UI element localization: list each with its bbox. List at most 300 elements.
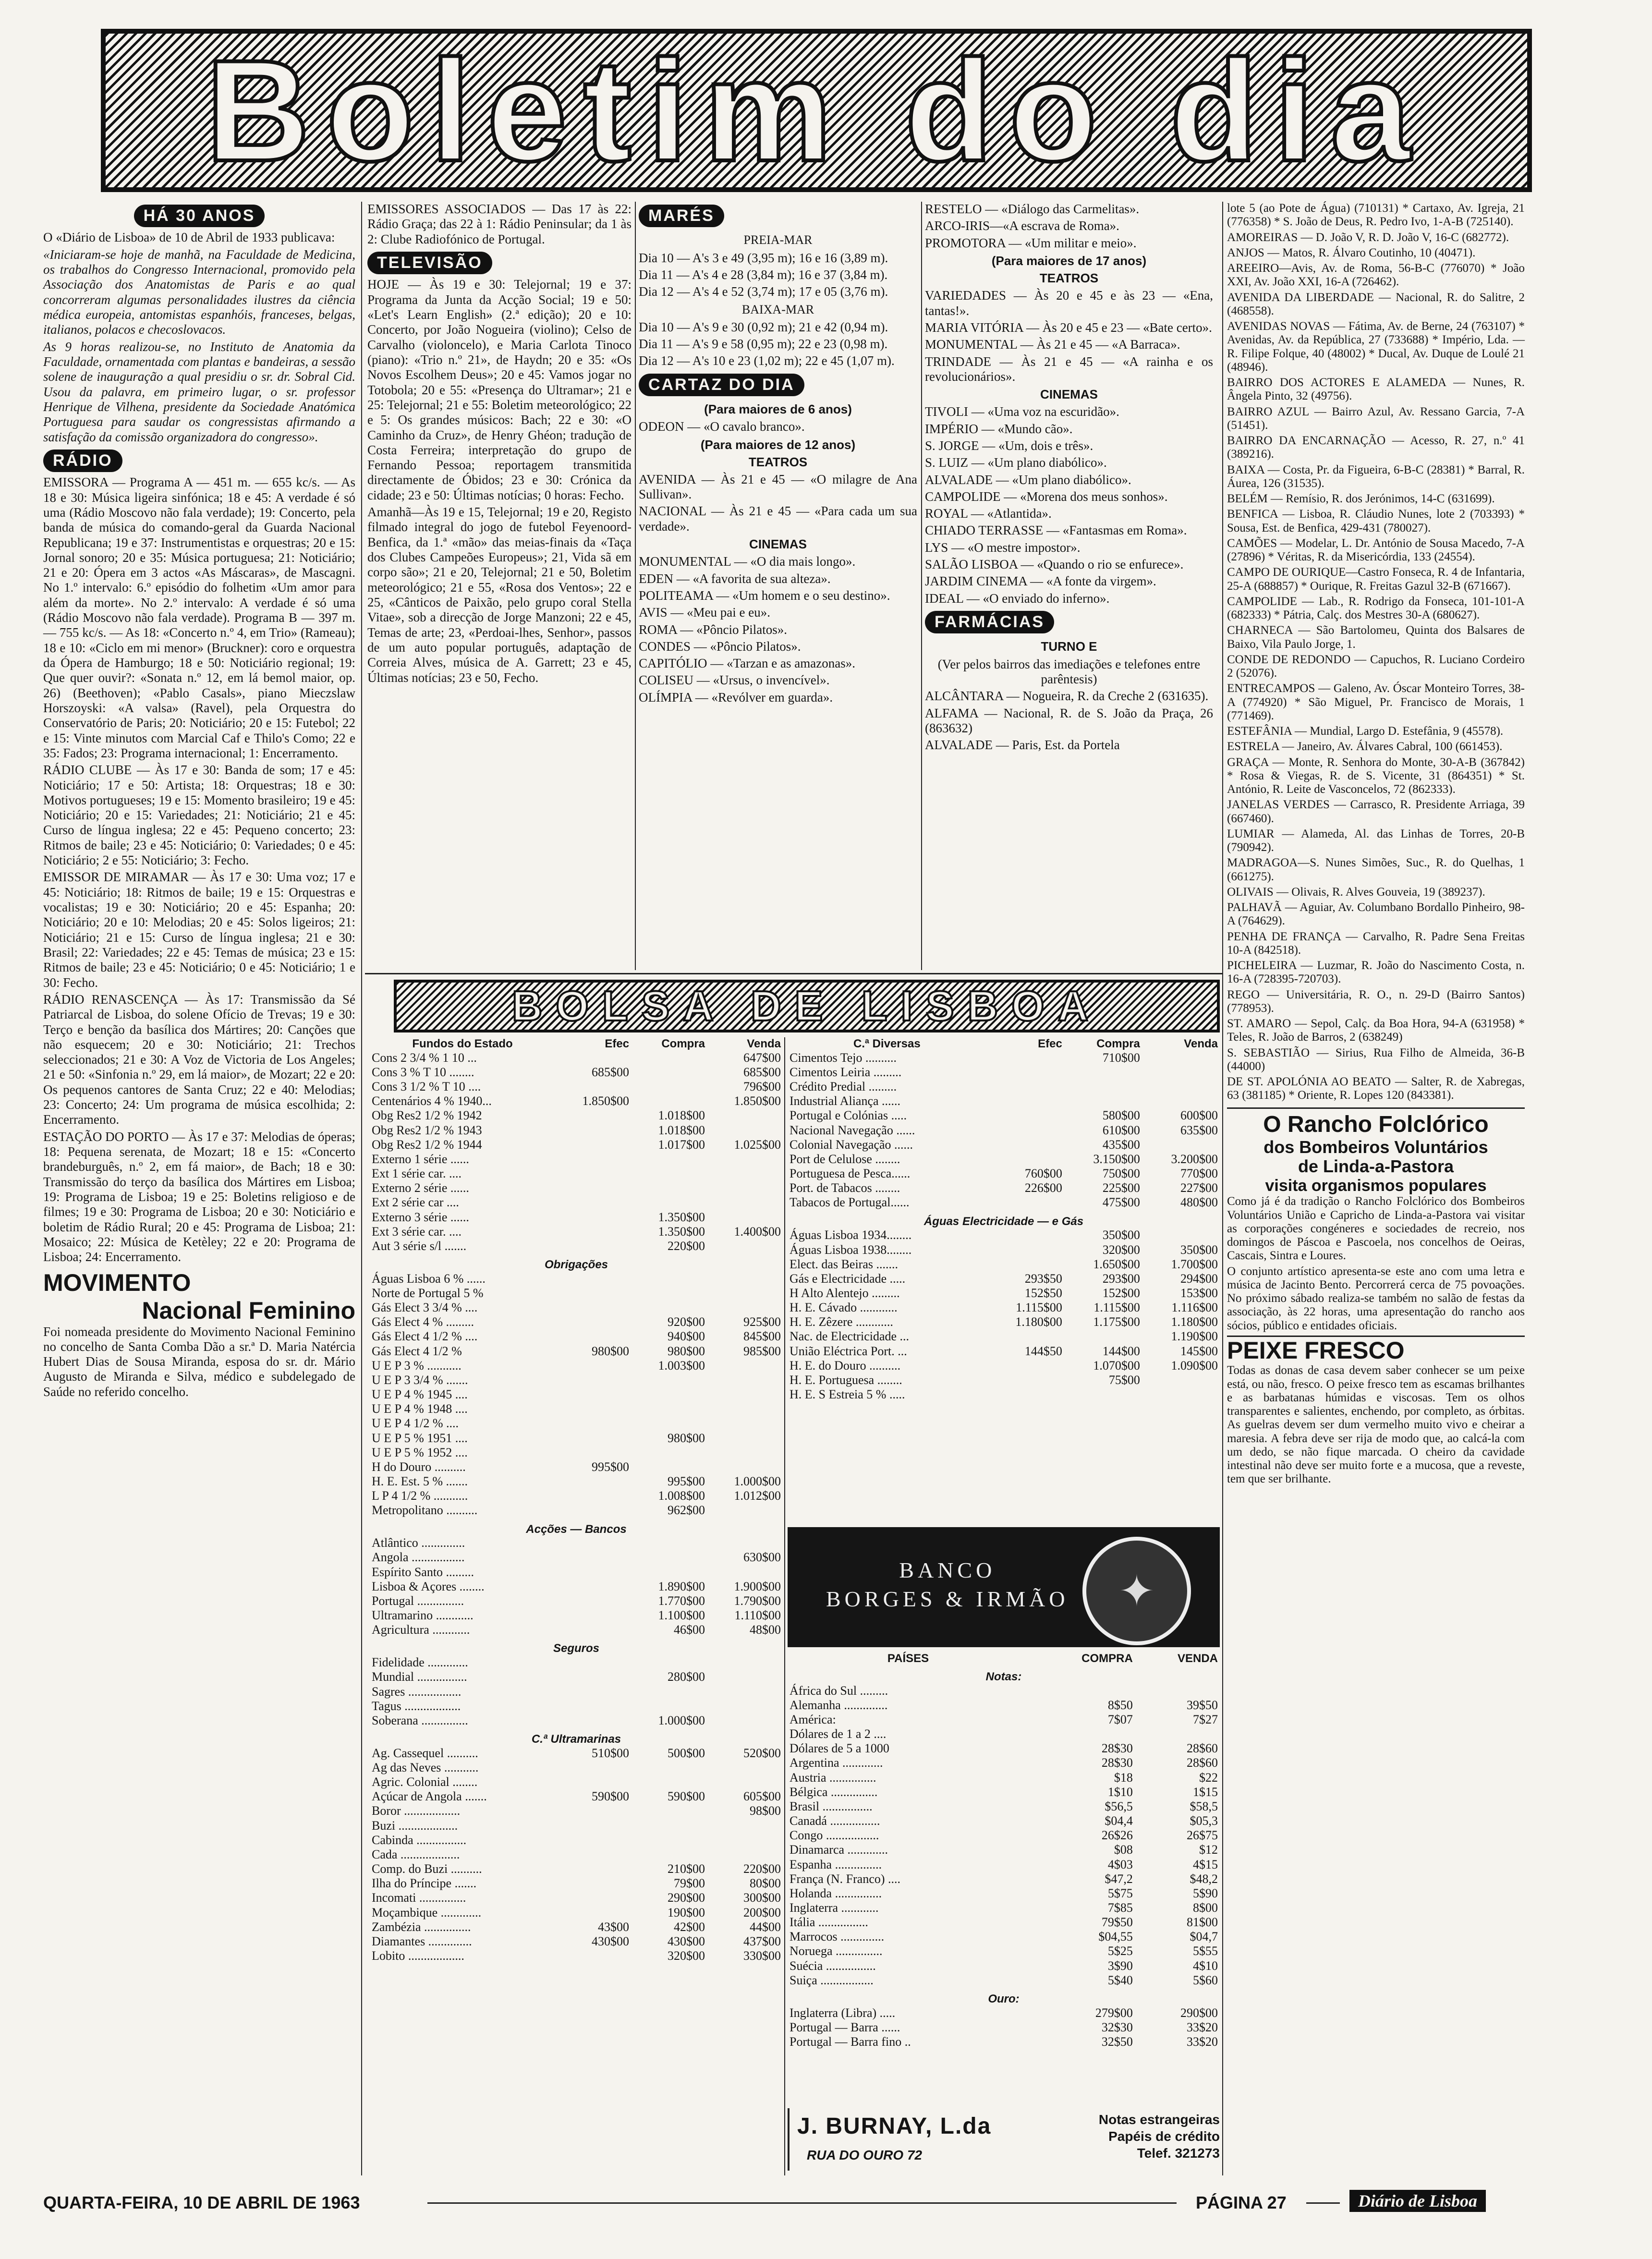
teatro-listing: TRINDADE — Às 21 e 45 — «A rainha e os revolucionários». — [925, 354, 1213, 384]
row-value: 430$00 — [668, 1934, 705, 1948]
row-label: Espanha ............... — [790, 1857, 882, 1871]
row-value: 4$03 — [1107, 1857, 1133, 1871]
column-4 — [925, 202, 1213, 755]
radio-tag: RÁDIO — [43, 449, 122, 472]
row-value: 293$00 — [1102, 1271, 1140, 1286]
farmacia-entry: AVENIDAS NOVAS — Fátima, Av. de Berne, 24 (763107) * Avenidas, Av. da República, 27 (733688) * Império, Lda. — R. Filipe Folque, 40 (48002) * Ducal, Av. Duque de Loulé 21 (48946). — [1227, 320, 1525, 374]
row-value: 590$00 — [668, 1789, 705, 1804]
row-value — [707, 1286, 783, 1300]
preiamar-day-11: Dia 11 — A's 4 e 28 (3,84 m); 16 e 37 (3,84 m). — [639, 267, 888, 282]
table-row — [788, 1152, 1220, 1166]
table-row — [370, 1402, 783, 1416]
row-value — [707, 1272, 783, 1286]
tv-today: HOJE — Às 19 e 30: Telejornal; 19 e 37: Programa da Junta da Acção Social; 19 e 50: «Let's Learn English» (2.ª edição); 20 e 10: Concerto, por João Nogueira (violino); Celso de Carvalho (violoncelo), e Maria Carlota Tinoco (piano): «Trio n.º 21», de Haydn; 20 e 35: «Os Novos Escolhem Deus»; 20 e 45: Vamos jogar no Totobola; 20 e 55: «Presença do Ultramar»; 21 e 25: Telejornal; 21 e 55: Boletim meteorológico; 22 e 5: Os grandes músicos: Bach; 22 e 30: «O Caminho da Cruz», de Henry Ghéon; tradução de Costa Ferreira; interpretação do grupo de Fernando Pessoa; reportagem transmitida directamente de Óbidos; 23 e 30: Crónica da cidade; 23 e 50: Últimas notícias; 0 horas: Fecho. — [367, 277, 632, 502]
row-label: Lisboa & Açores ........ — [372, 1579, 485, 1593]
row-label: Nac. de Electricidade ... — [790, 1329, 910, 1344]
section-heading: Seguros — [553, 1642, 600, 1655]
row-value — [1064, 1065, 1142, 1080]
row-value — [707, 1847, 783, 1862]
row-value: $58,5 — [1190, 1799, 1218, 1813]
section-heading: Obrigações — [544, 1258, 608, 1272]
table-row — [370, 1862, 783, 1876]
fx-table — [788, 1652, 1220, 2049]
table-row — [370, 1239, 783, 1253]
cartaz-tag: CARTAZ DO DIA — [639, 374, 804, 396]
table-row — [370, 1373, 783, 1387]
row-value: 1.180$00 — [1015, 1315, 1062, 1329]
table-row — [370, 1359, 783, 1373]
farmacia-entry: BAIXA — Costa, Pr. da Figueira, 6-B-C (28381) * Barral, R. Áurea, 126 (31535). — [1227, 463, 1525, 490]
row-value — [707, 1108, 783, 1123]
row-value — [707, 1655, 783, 1670]
row-value: 1.115$00 — [1093, 1300, 1140, 1315]
row-value — [631, 1300, 707, 1315]
row-value — [986, 1051, 1064, 1065]
row-label: Cimentos Tejo .......... — [790, 1050, 897, 1065]
row-value: 1.000$00 — [734, 1474, 781, 1489]
table-row — [788, 1712, 1220, 1727]
table-row — [370, 1181, 783, 1195]
row-value: 1.180$00 — [1171, 1315, 1218, 1329]
row-label: Externo 1 série ...... — [372, 1152, 469, 1166]
burnay-line-1: Notas estrangeiras — [1098, 2112, 1220, 2127]
baixamar-day-11: Dia 11 — A's 9 e 58 (0,95 m); 22 e 23 (0,98 m). — [639, 337, 888, 351]
column-header: Efec — [605, 1037, 630, 1050]
table-row — [370, 1920, 783, 1934]
table-section-heading — [788, 1665, 1220, 1684]
table-row — [370, 1152, 783, 1166]
cinema-listing: JARDIM CINEMA — «A fonte da virgem». — [925, 574, 1156, 589]
row-value: $12 — [1199, 1843, 1218, 1857]
row-value — [1142, 1094, 1220, 1108]
row-value: 79$50 — [1101, 1915, 1133, 1930]
column-header: Fundos do Estado — [412, 1037, 513, 1050]
farmacia-entry: S. SEBASTIÃO — Sirius, Rua Filho de Almeida, 36-B (44000) — [1227, 1046, 1525, 1073]
table-row — [370, 1699, 783, 1713]
row-value: 5$75 — [1107, 1886, 1133, 1900]
row-value — [555, 1123, 631, 1138]
table-section-heading — [788, 1988, 1220, 2006]
row-value: 26$26 — [1101, 1828, 1133, 1843]
row-value — [555, 1699, 631, 1713]
row-label: Portugal — Barra ...... — [790, 2020, 900, 2034]
table-row — [788, 1228, 1220, 1242]
column-header: COMPRA — [1081, 1652, 1133, 1665]
table-row — [788, 1080, 1220, 1094]
row-value: $04,55 — [1098, 1930, 1133, 1944]
row-value — [707, 1775, 783, 1789]
row-value: 32$50 — [1101, 2035, 1133, 2049]
row-value: 1.003$00 — [658, 1358, 705, 1372]
table-section-heading — [370, 1253, 783, 1272]
row-value — [631, 1833, 707, 1847]
cinema-listing: RESTELO — «Diálogo das Carmelitas». — [925, 202, 1140, 216]
table-row — [788, 1756, 1220, 1770]
table-row — [370, 1819, 783, 1833]
cinema-listing: ALVALADE — «Um plano diabólico». — [925, 472, 1131, 487]
cinema-listing: IDEAL — «O enviado do inferno». — [925, 591, 1110, 606]
cinema-listing: ROMA — «Pôncio Pilatos». — [639, 622, 788, 637]
row-value: 8$50 — [1107, 1698, 1133, 1712]
row-value: 1.100$00 — [658, 1608, 705, 1623]
table-row — [370, 1108, 783, 1123]
row-value — [555, 1373, 631, 1387]
row-value: 200$00 — [743, 1905, 781, 1919]
table-row — [370, 1934, 783, 1949]
row-value — [555, 1565, 631, 1579]
row-value — [1135, 1684, 1220, 1698]
row-value — [986, 1257, 1064, 1272]
table-row — [788, 1094, 1220, 1108]
farmacia-listing: ALFAMA — Nacional, R. de S. João da Praça, 26 (863632) — [925, 705, 1213, 735]
cinemas-heading: CINEMAS — [1040, 387, 1098, 402]
row-label: Suiça ................. — [790, 1973, 874, 1987]
age-note-12: (Para maiores de 12 anos) — [700, 437, 856, 452]
row-value — [707, 1210, 783, 1225]
row-value: 4$10 — [1193, 1958, 1218, 1973]
row-label: Gás e Electricidade ..... — [790, 1271, 906, 1286]
row-value — [707, 1300, 783, 1315]
column-3 — [639, 202, 917, 707]
table-row — [788, 2020, 1220, 2035]
row-label: Portugal ............... — [372, 1593, 464, 1608]
column-header: PAÍSES — [887, 1652, 929, 1665]
row-label: Industrial Aliança ...... — [790, 1094, 901, 1108]
farmacias-tag: FARMÁCIAS — [925, 611, 1054, 633]
cinema-listing: CONDES — «Pôncio Pilatos». — [639, 639, 801, 654]
farmacia-entry: PALHAVÃ — Aguiar, Av. Columbano Bordallo Pinheiro, 98-A (764629). — [1227, 901, 1525, 928]
row-label: União Eléctrica Port. ... — [790, 1344, 907, 1358]
row-value: 635$00 — [1180, 1123, 1218, 1137]
row-label: Gás Elect 4 1/2 % .... — [372, 1329, 478, 1344]
row-value — [1142, 1080, 1220, 1094]
bank-seal-icon: ✦ — [1082, 1537, 1191, 1645]
row-value — [707, 1239, 783, 1253]
row-value — [555, 1051, 631, 1065]
row-label: Lobito .................. — [372, 1949, 464, 1963]
footer-page: PÁGINA 27 — [1196, 2193, 1287, 2212]
row-value — [1064, 1080, 1142, 1094]
row-label: Centenários 4 % 1940... — [372, 1094, 492, 1108]
row-value — [555, 1876, 631, 1891]
farmacia-listing: ALVALADE — Paris, Est. da Portela — [925, 738, 1120, 753]
table-row — [370, 1225, 783, 1239]
row-value — [555, 1239, 631, 1253]
row-value: 980$00 — [668, 1344, 705, 1358]
table-row — [788, 1123, 1220, 1138]
row-label: Metropolitano .......... — [372, 1503, 478, 1518]
row-value — [631, 1460, 707, 1474]
row-value: 300$00 — [743, 1891, 781, 1905]
column-header: Efec — [1038, 1037, 1062, 1050]
row-value — [555, 1847, 631, 1862]
row-value — [707, 1195, 783, 1210]
column-rule — [635, 202, 636, 970]
table-row — [370, 1579, 783, 1594]
cinema-listing: CAMPOLIDE — «Morena dos meus sonhos». — [925, 489, 1168, 504]
row-value — [707, 1123, 783, 1138]
table-row — [788, 2006, 1220, 2020]
row-value — [707, 1402, 783, 1416]
table-row — [370, 1876, 783, 1891]
table-row — [788, 1272, 1220, 1286]
row-label: Ag das Neves ........... — [372, 1761, 479, 1775]
table-row — [370, 1949, 783, 1963]
row-value: 4$15 — [1193, 1857, 1218, 1871]
row-value: 44$00 — [750, 1919, 781, 1934]
row-value: 28$60 — [1187, 1756, 1218, 1770]
cinemas-heading: CINEMAS — [749, 537, 807, 552]
row-value — [555, 1761, 631, 1775]
row-value: 28$60 — [1187, 1741, 1218, 1756]
preiamar-heading: PREIA-MAR — [743, 233, 813, 247]
farmacia-entry: CAMPOLIDE — Lab., R. Rodrigo da Fonseca, 101-101-A (682333) * Pátria, Calç. dos Mestres 30-A (680627). — [1227, 595, 1525, 621]
row-value — [631, 1761, 707, 1775]
row-label: Moçambique ............. — [372, 1905, 482, 1919]
row-value — [1142, 1138, 1220, 1152]
burnay-line-2: Papéis de crédito — [1108, 2129, 1220, 2144]
row-value — [707, 1431, 783, 1445]
row-label: Inglaterra ............ — [790, 1901, 879, 1915]
row-value: 980$00 — [592, 1344, 630, 1358]
farmacia-entry: BAIRRO DOS ACTORES E ALAMEDA — Nunes, R. Ângela Pinto, 32 (49756). — [1227, 376, 1525, 403]
burnay-phone: Telef. 321273 — [1137, 2146, 1220, 2161]
row-value: $22 — [1199, 1770, 1218, 1785]
row-value: 5$60 — [1193, 1973, 1218, 1987]
row-value: 3.150$00 — [1093, 1152, 1140, 1166]
farmacia-entry: MADRAGOA—S. Nunes Simões, Suc., R. do Quelhas, 1 (661275). — [1227, 856, 1525, 883]
baixamar-day-12: Dia 12 — A's 10 e 23 (1,02 m); 22 e 45 (1,07 m). — [639, 353, 895, 368]
table-row — [788, 1799, 1220, 1814]
teatros-heading: TEATROS — [1039, 271, 1099, 286]
row-value: 7$07 — [1107, 1712, 1133, 1726]
cinema-listing: OLÍMPIA — «Revólver em guarda». — [639, 690, 833, 704]
cinema-listing: COLISEU — «Ursus, o invencível». — [639, 673, 830, 688]
row-value — [555, 1359, 631, 1373]
row-value — [555, 1775, 631, 1789]
table-row — [788, 1959, 1220, 1973]
table-row — [370, 1891, 783, 1905]
column-header: Compra — [1096, 1037, 1140, 1050]
row-value: 1.000$00 — [658, 1713, 705, 1727]
row-label: H. E. Zêzere ............ — [790, 1315, 893, 1329]
table-row — [788, 1166, 1220, 1181]
mares-tag: MARÉS — [639, 205, 724, 227]
row-label: U E P 3 % ........... — [372, 1358, 462, 1372]
farmacia-entry: AMOREIRAS — D. João V, R. D. João V, 16-C (682772). — [1227, 231, 1509, 244]
row-value — [631, 1181, 707, 1195]
row-value — [631, 1699, 707, 1713]
row-value: 630$00 — [743, 1550, 781, 1565]
cinema-listing: LYS — «O mestre impostor». — [925, 540, 1081, 555]
row-value — [986, 1065, 1064, 1080]
row-value: 995$00 — [592, 1459, 630, 1474]
row-value: 437$00 — [743, 1934, 781, 1948]
row-value: 8$00 — [1193, 1901, 1218, 1915]
farmacia-entry: AVENIDA DA LIBERDADE — Nacional, R. do Salitre, 2 (468558). — [1227, 291, 1525, 317]
row-value — [555, 1489, 631, 1503]
row-value — [555, 1579, 631, 1594]
bolsa-title: BOLSA DE LISBOA — [511, 982, 1102, 1030]
burnay-name: J. BURNAY, L.da — [797, 2113, 992, 2139]
age-note-17: (Para maiores de 17 anos) — [991, 253, 1147, 268]
row-value: 28$30 — [1101, 1741, 1133, 1756]
table-row — [370, 1833, 783, 1847]
row-value — [631, 1272, 707, 1286]
row-value — [986, 1080, 1064, 1094]
row-value: 1.850$00 — [734, 1094, 781, 1108]
row-value: 81$00 — [1187, 1915, 1218, 1930]
table-row — [788, 1387, 1220, 1402]
farmacia-entry: CONDE DE REDONDO — Capuchos, R. Luciano Cordeiro 2 (52076). — [1227, 653, 1525, 680]
row-label: Austria ............... — [790, 1770, 876, 1785]
row-value: 925$00 — [743, 1315, 781, 1329]
row-value: 227$00 — [1180, 1181, 1218, 1195]
row-value — [707, 1685, 783, 1699]
row-value — [555, 1655, 631, 1670]
row-label: Mundial ................ — [372, 1670, 467, 1684]
column-rule — [921, 202, 922, 970]
table-section-heading — [370, 1518, 783, 1536]
row-label: Soberana ............... — [372, 1713, 468, 1727]
table-row — [788, 1858, 1220, 1872]
row-value: 46$00 — [674, 1623, 705, 1637]
farmacia-entry: ENTRECAMPOS — Galeno, Av. Óscar Monteiro Torres, 38-A (774920) * São Miguel, Pr. Francisco de Morais, 1 (771469). — [1227, 682, 1525, 722]
farmacia-entry: lote 5 (ao Pote de Água) (710131) * Cartaxo, Av. Igreja, 21 (776358) * S. João de Deus, R. Pedro Ivo, 1-A-B (725140). — [1227, 202, 1525, 229]
row-label: Ultramarino ............ — [372, 1608, 474, 1623]
bank-name-line-2: BORGES & IRMÃO — [826, 1586, 1069, 1611]
row-value: 1.190$00 — [1171, 1329, 1218, 1344]
table-row — [370, 1431, 783, 1445]
table-row — [370, 1051, 783, 1065]
row-label: Dinamarca ............. — [790, 1843, 888, 1857]
table-row — [788, 1684, 1220, 1698]
row-value: 5$55 — [1193, 1944, 1218, 1958]
table-row — [788, 1973, 1220, 1988]
row-label: Portugal e Colónias ..... — [790, 1108, 907, 1123]
row-value — [555, 1300, 631, 1315]
row-value: 1.008$00 — [658, 1489, 705, 1503]
row-label: Itália ................ — [790, 1915, 868, 1930]
row-value: 79$00 — [674, 1876, 705, 1891]
row-value: 1.018$00 — [658, 1123, 705, 1137]
table-row — [788, 1771, 1220, 1785]
row-label: U E P 3 3/4 % ....... — [372, 1372, 468, 1387]
table-row — [370, 1080, 783, 1094]
column-rule — [361, 202, 362, 2175]
row-label: Açúcar de Angola ....... — [372, 1789, 487, 1804]
row-value: 710$00 — [1102, 1050, 1140, 1065]
rancho-subheading-3: visita organismos populares — [1265, 1177, 1487, 1195]
row-value: 33$20 — [1187, 2020, 1218, 2034]
row-value — [631, 1445, 707, 1460]
row-value: 5$40 — [1107, 1973, 1133, 1987]
row-value — [631, 1373, 707, 1387]
row-value: 210$00 — [668, 1862, 705, 1876]
column-5 — [1227, 202, 1525, 1488]
table-row — [370, 1713, 783, 1728]
row-value: 152$00 — [1102, 1286, 1140, 1300]
row-value — [555, 1833, 631, 1847]
row-value: 32$30 — [1101, 2020, 1133, 2034]
row-value — [707, 1503, 783, 1518]
table-row — [370, 1166, 783, 1181]
cinema-listing: AVIS — «Meu pai e eu». — [639, 605, 770, 620]
farmacia-entry: BAIRRO AZUL — Bairro Azul, Av. Ressano Garcia, 7-A (51451). — [1227, 405, 1525, 432]
row-value: 1.090$00 — [1171, 1358, 1218, 1372]
farmacia-entry: PICHELEIRA — Luzmar, R. João do Nascimento Costa, n. 16-A (728395-720703). — [1227, 959, 1525, 986]
section-heading: Notas: — [985, 1670, 1022, 1683]
row-label: Cons 2 3/4 % 1 10 ... — [372, 1050, 477, 1065]
row-label: Águas Lisboa 6 % ...... — [372, 1271, 486, 1286]
table-row — [370, 1655, 783, 1670]
row-value: 153$00 — [1180, 1286, 1218, 1300]
rancho-heading: O Rancho Folclórico — [1263, 1111, 1489, 1137]
row-value: 1$10 — [1107, 1785, 1133, 1799]
table-row — [788, 1727, 1220, 1741]
row-value: $48,2 — [1190, 1871, 1218, 1886]
table-row — [370, 1286, 783, 1300]
row-label: H. E. Portuguesa ........ — [790, 1372, 902, 1387]
row-value — [631, 1195, 707, 1210]
row-value — [631, 1166, 707, 1181]
page-footer — [43, 2190, 1522, 2219]
table-row — [370, 1315, 783, 1329]
cinema-listing: CHIADO TERRASSE — «Fantasmas em Roma». — [925, 523, 1187, 538]
row-value: 1.700$00 — [1171, 1257, 1218, 1271]
row-value — [986, 1152, 1064, 1166]
section-heading: C.ª Ultramarinas — [531, 1733, 621, 1746]
table-row — [788, 1181, 1220, 1195]
column-1 — [43, 202, 355, 1401]
section-heading: Acções — Bancos — [526, 1522, 627, 1536]
row-value: 980$00 — [668, 1431, 705, 1445]
row-label: Águas Lisboa 1938........ — [790, 1242, 912, 1257]
row-value — [555, 1195, 631, 1210]
teatro-listing: MARIA VITÓRIA — Às 20 e 45 e 23 — «Bate certo». — [925, 320, 1212, 335]
row-value: 750$00 — [1102, 1166, 1140, 1181]
teatro-avenida: AVENIDA — Às 21 e 45 — «O milagre de Ana Sullivan». — [639, 472, 917, 502]
peixe-text: Todas as donas de casa devem saber conhecer se um peixe está, ou não, fresco. O peixe fresco tem as escamas brilhantes e as barbatanas húmidas e viscosas. Tem os olhos transparentes e salientes, enchendo, por completo, as órbitas. As guelras devem ser dum vermelho muito vivo e cheirar a maresia. A febra deve ser rija de modo que, ao calcá-la com um dedo, se não fique marcada. O cheiro da cavidade intestinal não deve ser muito forte e a mucosa, que a reveste, tem que ser brilhante. — [1227, 1364, 1525, 1486]
row-value — [555, 1431, 631, 1445]
table-row — [370, 1489, 783, 1503]
row-value: 190$00 — [668, 1905, 705, 1919]
row-label: Cada ................... — [372, 1847, 460, 1861]
row-label: Ext 2 série car .... — [372, 1195, 459, 1210]
row-value — [1029, 1727, 1135, 1741]
row-value — [986, 1329, 1064, 1344]
farmacia-entry: JANELAS VERDES — Carrasco, R. Presidente Arriaga, 39 (667460). — [1227, 798, 1525, 825]
row-value: 995$00 — [668, 1474, 705, 1489]
table-section-heading — [370, 1728, 783, 1746]
row-value — [555, 1329, 631, 1344]
row-value — [1142, 1065, 1220, 1080]
row-value — [986, 1228, 1064, 1242]
turno-heading: TURNO E — [1041, 639, 1097, 654]
row-value: 226$00 — [1024, 1181, 1062, 1195]
row-value — [631, 1080, 707, 1094]
ha30-tag: HÁ 30 ANOS — [134, 205, 265, 227]
baixamar-heading: BAIXA-MAR — [741, 302, 814, 316]
column-header: Compra — [661, 1037, 705, 1050]
row-value — [986, 1243, 1064, 1257]
row-value — [555, 1210, 631, 1225]
farmacia-entry: CAMÕES — Modelar, L. Dr. António de Sousa Macedo, 7-A (27896) * Véritas, R. da Misericórdia, 133 (24554). — [1227, 536, 1525, 563]
row-value: 985$00 — [743, 1344, 781, 1358]
row-label: L P 4 1/2 % ........... — [372, 1489, 468, 1503]
bolsa-left-table — [370, 1037, 783, 1963]
row-value: 7$27 — [1193, 1712, 1218, 1726]
